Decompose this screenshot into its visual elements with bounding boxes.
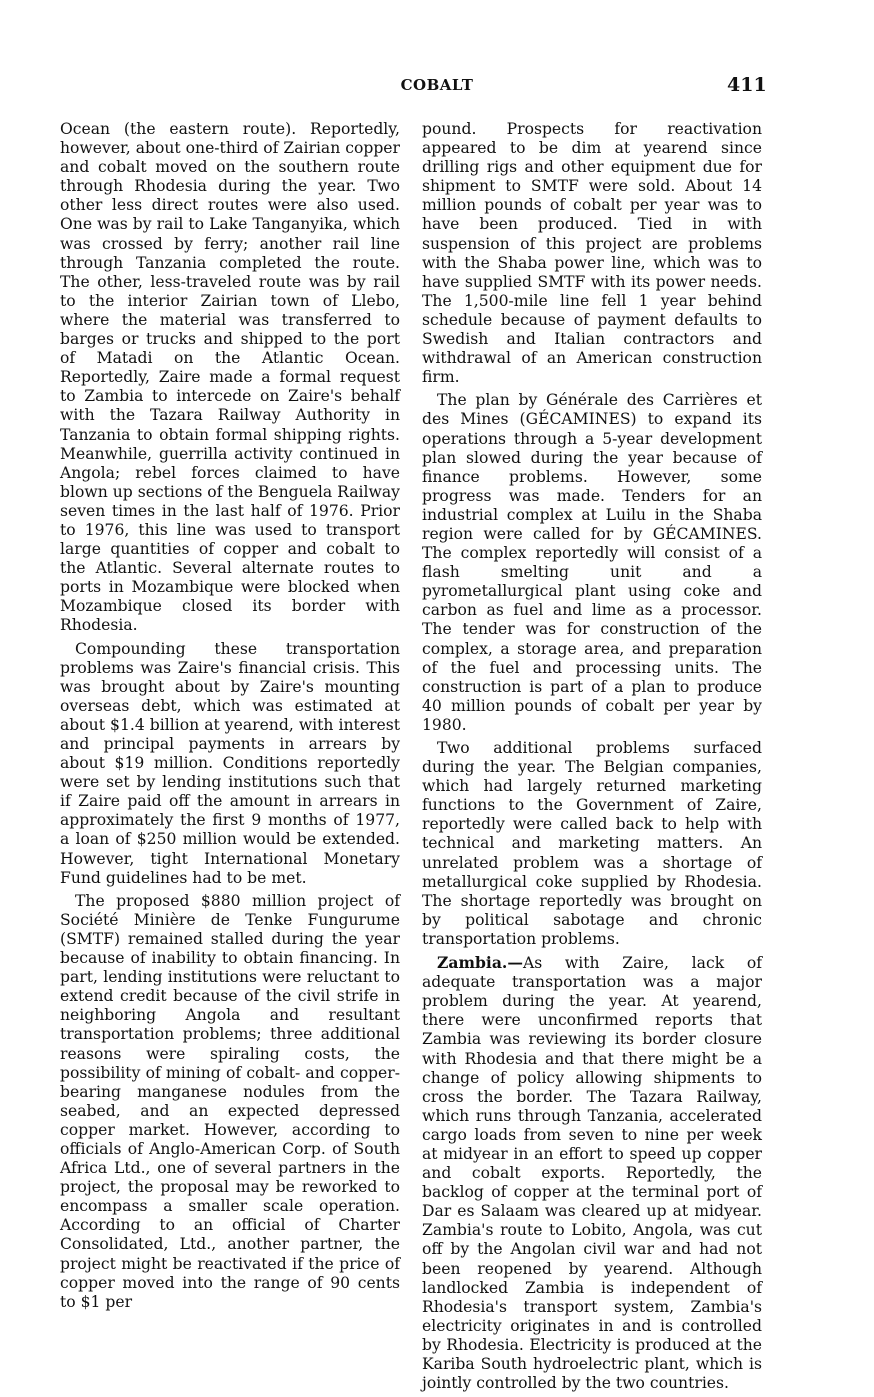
left-column xyxy=(60,120,400,1316)
paragraph: The proposed $880 million project of Société Minière de Tenke Fungurume (SMTF) remained stalled during the year because of inability to obtain financing. In part, lending institutions were reluctant to extend credit because of the civil strife in neighboring Angola and resultant transportation problems; three additional reasons were spiraling costs, the possibility of mining of cobalt- and copper-bearing manganese nodules from the seabed, and an expected depressed copper market. However, according to officials of Anglo-American Corp. of South Africa Ltd., one of several partners in the project, the proposal may be reworked to encompass a smaller scale operation. According to an official of Charter Consolidated, Ltd., another partner, the project might be reactivated if the price of copper moved into the range of 90 cents to $1 per xyxy=(60,891,400,1311)
paragraph: Two additional problems surfaced during the year. The Belgian companies, which had largely returned marketing functions to the Government of Zaire, reportedly were called back to help with technical and marketing matters. An unrelated problem was a shortage of metallurgical coke supplied by Rhodesia. The shortage reportedly was brought on by political sabotage and chronic transportation problems. xyxy=(422,739,762,948)
paragraph-zambia xyxy=(422,953,762,1393)
paragraph-text: As with Zaire, lack of adequate transportation was a major problem during the year. At yearend, there were unconfirmed reports that Zambia was reviewing its border closure with Rhodesia and that there might be a change of policy allowing shipments to cross the border. The Tazara Railway, which runs through Tanzania, accelerated cargo loads from seven to nine per week at midyear in an effort to speed up copper and cobalt exports. Reportedly, the backlog of copper at the terminal port of Dar es Salaam was cleared up at midyear. Zambia's route to Lobito, Angola, was cut off by the Angolan civil war and had not been reopened by yearend. Although landlocked Zambia is independent of Rhodesia's transport system, Zambia's electricity originates in and is controlled by Rhodesia. Electricity is produced at the Kariba South hydroelectric plant, which is jointly controlled by the two countries. xyxy=(422,954,762,1393)
running-header-title: COBALT xyxy=(400,76,474,94)
paragraph: The plan by Générale des Carrières et des Mines (GÉCAMINES) to expand its operations through a 5-year development plan slowed during the year because of finance problems. However, some progress was made. Tenders for an industrial complex at Luilu in the Shaba region were called for by GÉCAMINES. The complex reportedly will consist of a flash smelting unit and a pyrometallurgical plant using coke and carbon as fuel and lime as a processor. The tender was for construction of the complex, a storage area, and preparation of the fuel and processing units. The construction is part of a plan to produce 40 million pounds of cobalt per year by 1980. xyxy=(422,391,762,734)
paragraph: Compounding these transportation problems was Zaire's financial crisis. This was brought about by Zaire's mounting overseas debt, which was estimated at about $1.4 billion at yearend, with interest and principal payments in arrears by about $19 million. Conditions reportedly were set by lending institutions such that if Zaire paid off the amount in arrears in approximately the first 9 months of 1977, a loan of $250 million would be extended. However, tight International Monetary Fund guidelines had to be met. xyxy=(60,639,400,887)
page-number: 411 xyxy=(727,74,767,96)
paragraph: Ocean (the eastern route). Reportedly, however, about one-third of Zairian copper and cobalt moved on the southern route through Rhodesia during the year. Two other less direct routes were also used. One was by rail to Lake Tanganyika, which was crossed by ferry; another rail line through Tanzania completed the route. The other, less-traveled route was by rail to the interior Zairian town of Llebo, where the material was transferred to barges or trucks and shipped to the port of Matadi on the Atlantic Ocean. Reportedly, Zaire made a formal request to Zambia to intercede on Zaire's behalf with the Tazara Railway Authority in Tanzania to obtain formal shipping rights. Meanwhile, guerrilla activity continued in Angola; rebel forces claimed to have blown up sections of the Benguela Railway seven times in the last half of 1976. Prior to 1976, this line was used to transport large quantities of copper and cobalt to the Atlantic. Several alternate routes to ports in Mozambique were blocked when Mozambique closed its border with Rhodesia. xyxy=(60,120,400,635)
paragraph: pound. Prospects for reactivation appeared to be dim at yearend since drilling rigs and other equipment due for shipment to SMTF were sold. About 14 million pounds of cobalt per year was to have been produced. Tied in with suspension of this project are problems with the Shaba power line, which was to have supplied SMTF with its power needs. The 1,500-mile line fell 1 year behind schedule because of payment defaults to Swedish and Italian contractors and withdrawal of an American construction firm. xyxy=(422,120,762,387)
right-column xyxy=(422,120,762,1397)
section-heading-zambia: Zambia.— xyxy=(437,953,523,973)
